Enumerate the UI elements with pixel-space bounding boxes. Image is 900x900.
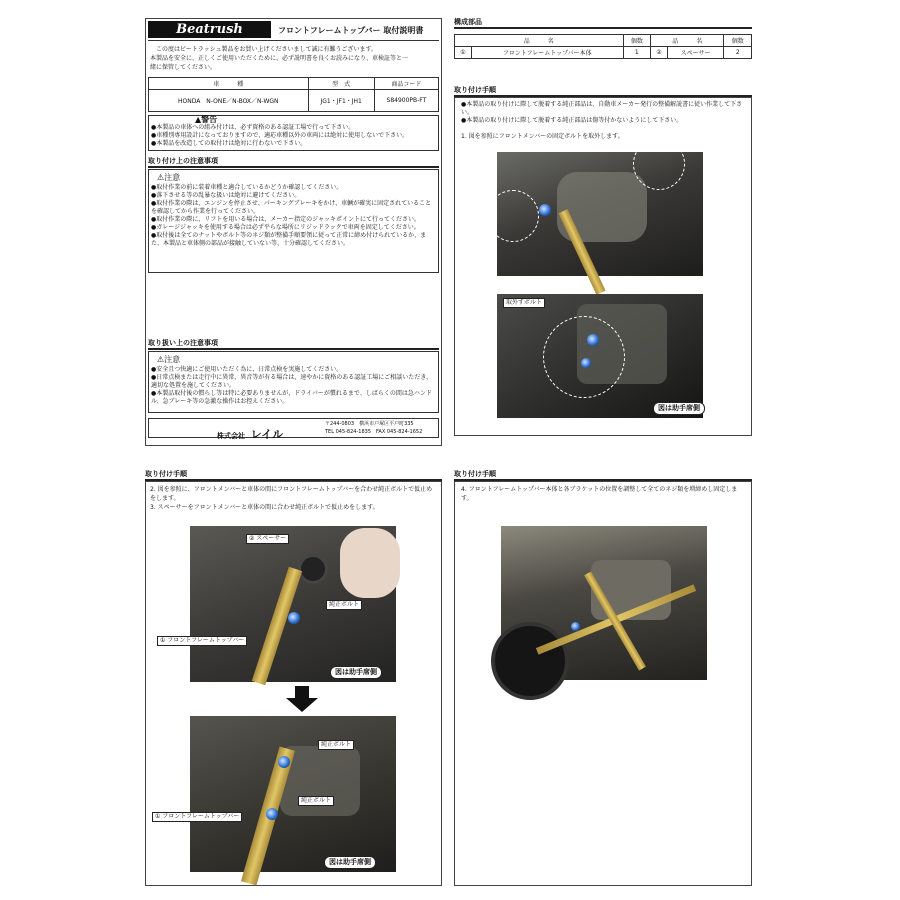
page-4	[454, 470, 752, 886]
caution-triangle-icon: ⚠	[157, 173, 165, 182]
parts-title: 構成部品	[454, 18, 752, 29]
arrow-shaft	[295, 686, 309, 698]
parts-header-qty-2: 個数	[724, 35, 752, 47]
fit-model: HONDA N-ONE／N-BOX／N-WGN	[149, 90, 309, 112]
bolt-label-2: 純正ボルト	[318, 740, 354, 750]
fit-header-model: 車 種	[149, 78, 309, 90]
photo-spacer-fit	[160, 526, 396, 682]
install-caution-box	[148, 169, 439, 273]
photo-bolt	[278, 756, 290, 768]
fit-type: JG1・JF1・JH1	[308, 90, 374, 112]
company-box	[148, 418, 439, 441]
install-title-p2: 取り付け手順	[454, 86, 752, 97]
install-note-p2: ●本製品の取り付けに際して脱着する純正部品は傷等付かないようにして下さい。	[461, 117, 683, 124]
intro-line-1: この度はビートラッシュ製品をお買い上げくださいまして誠に有難うございます。	[156, 46, 378, 53]
warning-title: 警告	[201, 115, 218, 124]
install-note-item: ●ガレージジャッキを使用する場合は必ず平らな場所にリジッドラックで車両を固定してください。	[151, 224, 420, 231]
photo-car-front-installed	[501, 526, 707, 680]
photo-spacer	[298, 554, 328, 584]
photo-bolt	[288, 612, 300, 624]
warning-item: ●車種別専用設計になっておりますので、適応車種以外の車両には絶対に使用しないで下さい。	[151, 132, 409, 139]
install-notes-title: 取り付け上の注意事項	[148, 157, 439, 168]
steps-2-3	[150, 485, 438, 512]
part-name-2: スペーサー	[667, 47, 724, 59]
photo-bar-installed	[155, 716, 396, 872]
part-qty-1: 1	[623, 47, 651, 59]
install-caution-heading	[157, 172, 180, 183]
fit-code: S84900PB-FT	[374, 90, 438, 112]
parts-header-name: 品 名	[455, 35, 624, 47]
fit-header-code: 商品コード	[374, 78, 438, 90]
spacer-label: ② スペーサー	[246, 534, 289, 544]
company-prefix: 株式会社	[217, 432, 245, 440]
bar-label-2: ① フロントフレームトップバー	[152, 812, 242, 822]
down-arrow-icon	[286, 686, 318, 712]
handling-caution-list	[151, 366, 436, 406]
warning-box	[148, 115, 439, 151]
passenger-side-label: 図は助手席側	[330, 666, 382, 679]
photo-wheel	[491, 622, 569, 700]
handling-note-item: ●日常点検または走行中に異常、異音等が有る場合は、速やかに資格のある認証工場にご相談いただき、適切な処置を施してください。	[151, 374, 432, 389]
intro-text	[150, 45, 440, 72]
photo-hand	[340, 528, 400, 598]
photo-bolt	[266, 808, 278, 820]
step-3-text: 3. スペーサーをフロントメンバーと車体の間に合わせ純正ボルトで仮止めをします。	[150, 504, 379, 511]
brand-logo: Beatrush	[148, 21, 271, 38]
install-note-item: ●取付作業の前に装着車種と適合しているかどうか確認してください。	[151, 184, 343, 191]
page-2	[454, 18, 752, 436]
photo-bar-part	[252, 567, 302, 685]
install-note-p2: ●本製品の取り付けに際して脱着する純正部品は、自動車メーカー発行の整備解説書に従い作業して下さい。	[461, 101, 743, 116]
step-2-text: 2. 図を参照に、フロントメンバーと車体の間にフロントフレームトップバーを合わせ純正ボルトで仮止めをします。	[150, 486, 433, 502]
photo-highlight-circle	[487, 190, 539, 242]
install-title-p3: 取り付け手順	[145, 470, 442, 481]
warning-list	[151, 124, 408, 148]
warning-item: ●本製品の車体への組み付けは、必ず資格のある認証工場で行って下さい。	[151, 124, 355, 131]
part-qty-2: 2	[724, 47, 752, 59]
fit-header-type: 型 式	[308, 78, 374, 90]
step-4-text: 4. フロントフレームトップバー本体と各ブラケットの位置を調整して全てのネジ類を増締めし固定します。	[461, 486, 738, 502]
install-note-item: ●取付作業の際は、エンジンを停止させ、パーキングブレーキをかけ、車輌が確実に固定されていることを確認してから作業を行ってください。	[151, 200, 432, 215]
photo-bolt	[571, 622, 580, 631]
page-3	[145, 470, 442, 886]
header-rule	[148, 40, 439, 41]
company-postal: 〒244-0803 横浜市戸塚区平戸町335	[325, 421, 414, 427]
handling-note-item: ●安全且つ快適にご使用いただく為に、日常点検を実施してください。	[151, 366, 343, 373]
handling-note-item: ●本製品取付後の慣らし等は特に必要ありませんが、ドライバーが慣れるまで、しばらくの間は急ハンドル、急ブレーキ等の急激な操作はお控えください。	[151, 390, 432, 405]
handling-caution-heading	[157, 354, 180, 365]
part-no-2: ②	[651, 47, 668, 59]
photo-bolt	[539, 204, 551, 216]
parts-table	[454, 34, 752, 59]
handling-caution-box	[148, 351, 439, 413]
part-no-1: ①	[455, 47, 472, 59]
step-1-text: 1. 図を参照にフロントメンバーの固定ボルトを取外します。	[461, 133, 624, 140]
bar-label: ① フロントフレームトップバー	[157, 636, 247, 646]
company-name	[217, 423, 283, 442]
warning-icon: ▲	[195, 115, 202, 124]
company-tel: TEL 045-824-1835 FAX 045-824-1652	[325, 429, 423, 435]
passenger-side-label: 図は助手席側	[653, 402, 705, 415]
install-box-p2	[454, 97, 752, 436]
install-caution-title: 注意	[164, 173, 181, 182]
parts-header-name-2: 品 名	[651, 35, 724, 47]
photo-engine-underside-2	[497, 294, 703, 418]
install-note-item: ●取付作業の際に、リフトを用いる場合は、メーカー指定のジャッキポイントにて行ってください。	[151, 216, 420, 223]
handling-caution-title: 注意	[164, 355, 181, 364]
parts-header-qty: 個数	[623, 35, 651, 47]
bolt-label-3: 純正ボルト	[298, 796, 334, 806]
remove-bolt-label: 取外すボルト	[503, 298, 545, 308]
install-box-p3	[145, 481, 442, 886]
install-title-p4: 取り付け手順	[454, 470, 752, 481]
doc-title: フロントフレームトップバー 取付説明書	[278, 26, 424, 35]
warning-item: ●本製品を改造しての取付けは絶対に行わないで下さい。	[151, 140, 307, 147]
photo-highlight-circle	[543, 316, 625, 398]
photo-engine-underside-1	[497, 152, 703, 276]
handling-notes-title: 取り扱い上の注意事項	[148, 339, 439, 350]
install-caution-list	[151, 184, 436, 248]
arrow-head	[286, 698, 318, 712]
intro-line-2: 本製品を安全に、正しくご使用いただくために、必ず説明書を良くお読みになり、車検証等と一	[150, 55, 409, 62]
company-address	[325, 420, 422, 436]
install-notes-p2	[461, 101, 747, 125]
install-note-item: ●落下させる等の乱暴な扱いは絶対に避けてください。	[151, 192, 301, 199]
company-brand: レイル	[250, 428, 284, 441]
fitment-table	[148, 77, 439, 112]
page-1	[145, 18, 442, 446]
passenger-side-label: 図は助手席側	[324, 856, 376, 869]
photo-highlight-circle	[633, 138, 685, 190]
install-box-p4	[454, 481, 752, 886]
bolt-label: 純正ボルト	[326, 600, 362, 610]
install-note-item: ●取付後は全てのナットやボルト等のネジ類が整備手順要領に従って正常に締め付けられているか、また、本製品と車体側の部品が接触していない等、十分確認してください。	[151, 232, 427, 247]
caution-triangle-icon: ⚠	[157, 355, 165, 364]
intro-line-3: 緒に保管してください。	[150, 64, 217, 71]
part-name-1: フロントフレームトップバー本体	[471, 47, 623, 59]
